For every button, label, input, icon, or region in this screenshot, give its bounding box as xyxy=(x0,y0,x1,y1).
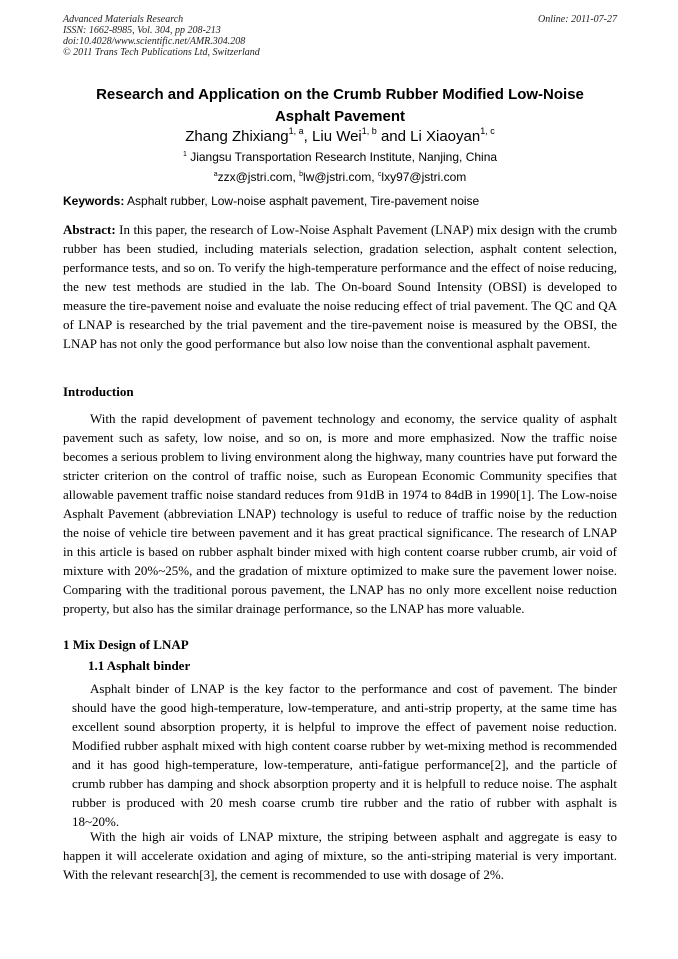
email-sup: a xyxy=(213,171,218,178)
email-sup: c xyxy=(377,171,382,178)
striping-paragraph: With the high air voids of LNAP mixture, the striping between asphalt and aggregate is easy to happen it will accelerate oxidation and aging of mixture, so the anti-striping material is very important. With the relevant research[3], the cement is recommended to use with dosage of 2%. xyxy=(63,829,617,882)
author-sep: , xyxy=(303,128,313,145)
intro-heading: Introduction xyxy=(63,384,134,399)
journal-header xyxy=(63,14,617,58)
email-sup: b xyxy=(299,171,304,178)
journal-issn: ISSN: 1662-8985, Vol. 304, pp 208-213 xyxy=(63,25,221,36)
keywords xyxy=(63,194,623,209)
email-sep: , xyxy=(371,170,378,184)
section-1-1-heading: 1.1 Asphalt binder xyxy=(88,658,191,673)
abstract xyxy=(63,220,617,353)
email-address[interactable]: lxy97@jstri.com xyxy=(381,170,467,184)
title-line-2: Asphalt Pavement xyxy=(274,108,406,125)
keywords-text: Asphalt rubber, Low-noise asphalt pavement, Tire-pavement noise xyxy=(127,194,480,208)
journal-name: Advanced Materials Research xyxy=(63,14,184,25)
author-name: Zhang Zhixiang xyxy=(185,128,289,145)
affiliation xyxy=(63,150,617,165)
author-sep: and xyxy=(376,128,411,145)
author-name: Li Xiaoyan xyxy=(410,128,481,145)
affiliation-sup: 1 xyxy=(182,151,187,158)
email-address[interactable]: lw@jstri.com xyxy=(303,170,372,184)
section-1-heading: 1 Mix Design of LNAP xyxy=(63,637,189,652)
abstract-label: Abstract: xyxy=(63,222,116,237)
intro-paragraph: With the rapid development of pavement technology and economy, the service quality of asphalt pavement such as safety, low noise, and so on, is more and more emphasized. Now the traffic noise becomes a serious problem to living environment along the highway, many countries have put forward the stricter criterion on the control of traffic noise, such as European Economic Community specifies that allowable pavement traffic noise standard reduces from 91dB in 1974 to 84dB in 1990[1]. The Low-noise Asphalt Pavement (abbreviation LNAP) technology is useful to reduce of traffic noise by the reduction the noise of vehicle tire between pavement and it has great practical significance. The research of LNAP in this article is based on rubber asphalt binder mixed with high content coarse rubber crumb, air void of mixture with 20%~25%, and the gradation of mixture optimized to make sure the pavement lower noise. Comparing with the traditional porous pavement, the LNAP has no only more excellent noise reduction property, but also has the similar drainage performance, so the LNAP has more valuable. xyxy=(63,411,617,616)
email-list xyxy=(63,170,617,185)
paper-title xyxy=(63,84,617,128)
journal-doi: doi:10.4028/www.scientific.net/AMR.304.208 xyxy=(63,36,246,47)
email-address[interactable]: zzx@jstri.com xyxy=(217,170,293,184)
keywords-label: Keywords: xyxy=(63,194,125,208)
author-list xyxy=(63,127,617,147)
author-sup: 1, a xyxy=(288,126,304,136)
abstract-text: In this paper, the research of Low-Noise Asphalt Pavement (LNAP) mix design with the crumb rubber has been studied, including materials selection, gradation selection, asphalt content selection, performance tests, and so on. To verify the high-temperature performance and the effect of noise reducing, the new test methods are studied in the lab. The On-board Sound Intensity (OBSI) is developed to measure the tire-pavement noise and evaluate the noise reducing effect of trial pavement. The QC and QA of LNAP is researched by the trial pavement and the tire-pavement noise is measured by the OBSI, the LNAP has not only the good performance but also low noise than the conventional asphalt pavement. xyxy=(63,222,618,351)
author-sup: 1, c xyxy=(480,126,495,136)
title-line-1: Research and Application on the Crumb Rubber Modified Low-Noise xyxy=(96,86,584,103)
journal-copyright: © 2011 Trans Tech Publications Ltd, Switzerland xyxy=(63,47,260,58)
online-date: Online: 2011-07-27 xyxy=(538,14,617,25)
affiliation-text: Jiangsu Transportation Research Institute, Nanjing, China xyxy=(190,150,498,164)
email-sep: , xyxy=(292,170,300,184)
author-sup: 1, b xyxy=(361,126,377,136)
binder-paragraph: Asphalt binder of LNAP is the key factor to the performance and cost of pavement. The binder should have the good high-temperature, low-temperature, and anti-strip property, at the same time has excellent sound absorption property, it is helpful to improve the effect of pavement noise reduction. Modified rubber asphalt mixed with high content coarse rubber by wet-mixing method is recommended and it has good high-temperature, low-temperature, anti-fatigue performance[2], and the particle of crumb rubber has damping and shock absorption property and it is helpfull to reduce noise. The asphalt rubber is produced with 20 mesh coarse crumb tire rubber and the ratio of rubber with asphalt is 18~20%. xyxy=(72,681,617,829)
author-name: Liu Wei xyxy=(312,128,362,145)
